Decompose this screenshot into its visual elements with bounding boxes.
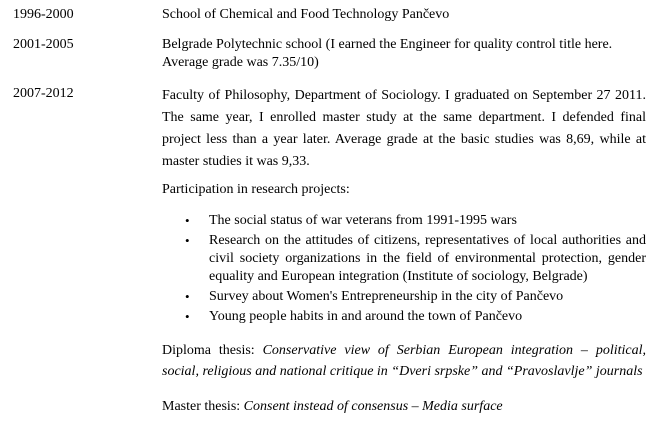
entry-line: Belgrade Polytechnic school (I earned the Engineer for quality control title here. <box>162 37 613 52</box>
bullet-icon: • <box>185 233 190 248</box>
education-entry-text <box>162 85 646 417</box>
entry-line: Average grade was 7.35/10) <box>162 55 319 70</box>
master-thesis-label: Master thesis: <box>162 399 244 414</box>
research-projects-heading: Participation in research projects: <box>162 182 350 197</box>
master-thesis <box>162 396 646 417</box>
research-project-item <box>162 212 646 230</box>
education-row <box>13 6 646 24</box>
diploma-thesis <box>162 340 646 382</box>
period-label: 2001-2005 <box>13 37 74 52</box>
faculty-paragraph: Faculty of Philosophy, Department of Sociology. I graduated on September 27 2011. The same year, I enrolled master study at the same department. I defended final project less than a year later. Average grade at the basic studies was 8,69, while at master studies it was 9,33. <box>162 88 646 169</box>
education-row <box>13 36 646 72</box>
bullet-icon: • <box>185 213 190 228</box>
education-entry-text: School of Chemical and Food Technology Pančevo <box>162 7 450 22</box>
research-projects-list <box>162 212 646 326</box>
master-thesis-title: Consent instead of consensus – Media surface <box>243 399 503 414</box>
bullet-icon: • <box>185 289 190 304</box>
project-text: Survey about Women's Entrepreneurship in the city of Pančevo <box>209 289 564 304</box>
education-row <box>13 85 646 417</box>
period-label: 1996-2000 <box>13 7 74 22</box>
project-text: The social status of war veterans from 1991-1995 wars <box>209 213 517 228</box>
diploma-thesis-title: Conservative view of Serbian European integration – political, social, religious and national critique in “Dveri srpske” and “Pravoslavlje” journals <box>162 343 646 379</box>
bullet-icon: • <box>185 309 190 324</box>
period-label: 2007-2012 <box>13 86 74 101</box>
research-project-item <box>162 232 646 286</box>
project-text: Young people habits in and around the town of Pančevo <box>209 309 523 324</box>
research-project-item <box>162 288 646 306</box>
project-text: Research on the attitudes of citizens, representatives of local authorities and civil society organizations in the field of environmental protection, gender equality and European integration (Institute of sociology, Belgrade) <box>209 233 646 284</box>
research-project-item <box>162 308 646 326</box>
diploma-thesis-label: Diploma thesis: <box>162 343 263 358</box>
education-entry-text <box>162 36 646 72</box>
